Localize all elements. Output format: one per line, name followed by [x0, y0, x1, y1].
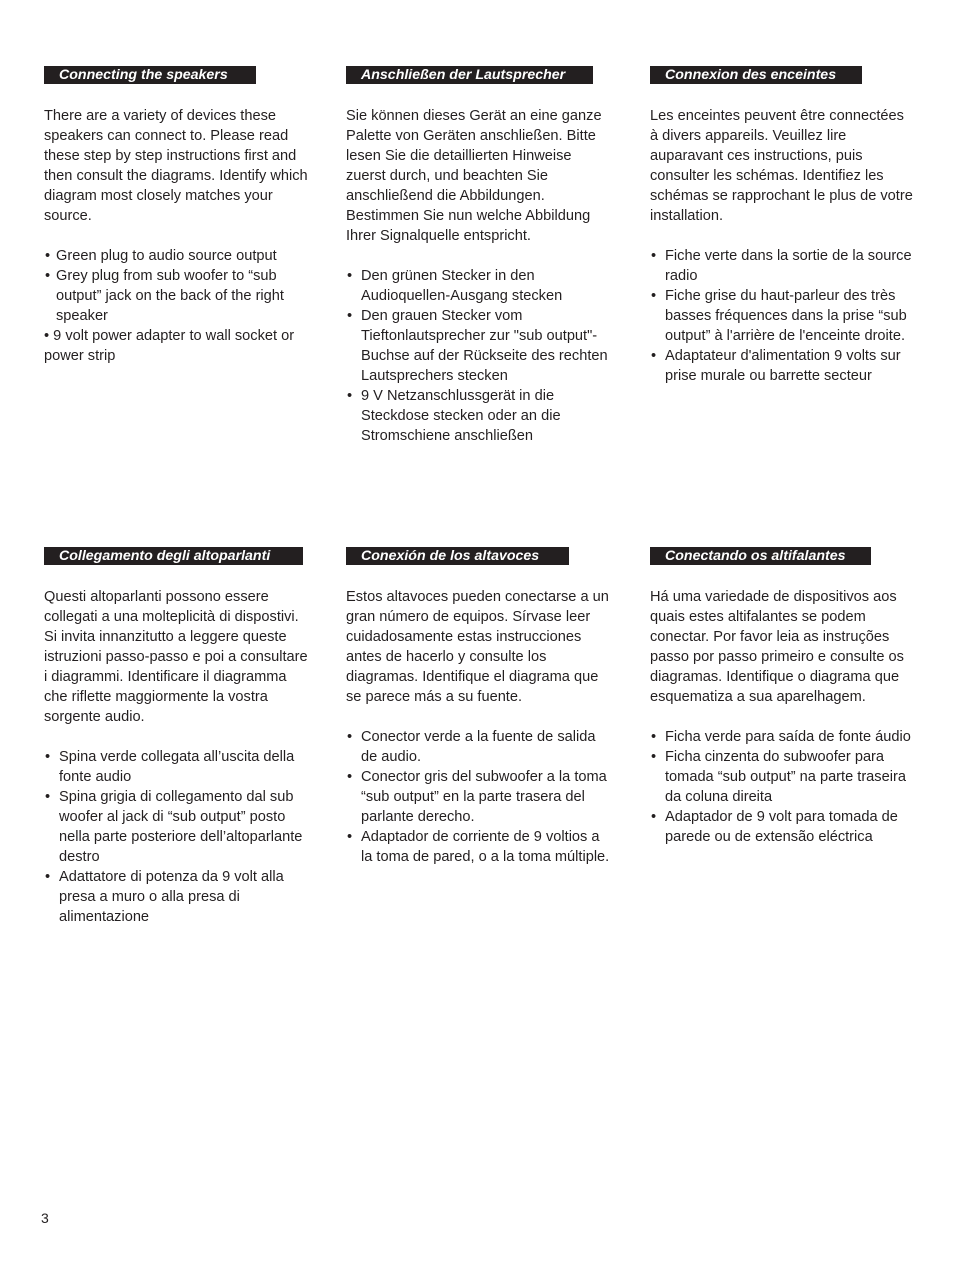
- list-item: • Adaptador de 9 volt para tomada de parede ou de extensão eléctrica: [650, 807, 918, 847]
- section-italian: [44, 547, 312, 927]
- bullet-list: [44, 246, 312, 366]
- list-item: • Conector gris del subwoofer a la toma “sub output” en la parte trasera del parlante derecho.: [346, 767, 614, 827]
- bullet-list: [346, 727, 614, 867]
- section-intro: Les enceintes peuvent être connectées à divers appareils. Veuillez lire auparavant ces instructions, puis consulter les schémas. Identifiez les schémas se rapprochant le plus de votre installation.: [650, 108, 913, 224]
- section-heading: Collegamento degli altoparlanti: [44, 547, 303, 565]
- section-heading: Conexión de los altavoces: [346, 547, 569, 565]
- list-item: • Spina verde collegata all’uscita della fonte audio: [44, 747, 312, 787]
- bullet-list: [44, 747, 312, 927]
- section-spanish: [346, 547, 614, 867]
- list-item: • Grey plug from sub woofer to “sub output” jack on the back of the right speaker: [44, 266, 312, 326]
- section-intro: Questi altoparlanti possono essere collegati a una molteplicità di dispostivi. Si invita innanzitutto a leggere queste istruzioni passo-passo e poi a consultare i diagrammi. Identificare il diagramma che riflette maggiormente la vostra sorgente audio.: [44, 589, 308, 725]
- section-heading: Conectando os altifalantes: [650, 547, 871, 565]
- list-item: • Fiche verte dans la sortie de la source radio: [650, 246, 918, 286]
- list-item: • Adaptador de corriente de 9 voltios a la toma de pared, o a la toma múltiple.: [346, 827, 614, 867]
- section-german: [346, 66, 614, 446]
- list-item: • Den grauen Stecker vom Tieftonlautsprecher zur "sub output"-Buchse auf der Rückseite des rechten Lautsprechers stecken: [346, 306, 614, 386]
- list-item: • Adaptateur d'alimentation 9 volts sur prise murale ou barrette secteur: [650, 346, 918, 386]
- list-item: • Spina grigia di collegamento dal sub woofer al jack di “sub output” posto nella parte posteriore dell’altoparlante destro: [44, 787, 312, 867]
- bullet-list: [650, 727, 918, 847]
- section-french: [650, 66, 918, 386]
- list-item: • Fiche grise du haut-parleur des très basses fréquences dans la prise “sub output” à l'arrière de l'enceinte droite.: [650, 286, 918, 346]
- list-item: • Ficha cinzenta do subwoofer para tomada “sub output” na parte traseira da coluna direita: [650, 747, 918, 807]
- section-heading: Connecting the speakers: [44, 66, 256, 84]
- list-item: • Adattatore di potenza da 9 volt alla presa a muro o alla presa di alimentazione: [44, 867, 312, 927]
- bullet-list: [346, 266, 614, 446]
- section-portuguese: [650, 547, 918, 847]
- section-intro: There are a variety of devices these speakers can connect to. Please read these step by step instructions first and then consult the diagrams. Identify which diagram most closely matches your source.: [44, 108, 308, 224]
- section-intro: Estos altavoces pueden conectarse a un gran número de equipos. Sírvase leer cuidadosamente estas instrucciones antes de hacerlo y consulte los diagramas. Identifique el diagrama que se parece más a su fuente.: [346, 589, 609, 705]
- section-intro: Sie können dieses Gerät an eine ganze Palette von Geräten anschließen. Bitte lesen Sie die detaillierten Hinweise zuerst durch, und beachten Sie anschließend die Abbildungen. Bestimmen Sie nun welche Abbildung Ihrer Signalquelle entspricht.: [346, 108, 602, 244]
- list-item: • 9 V Netzanschlussgerät in die Steckdose stecken oder an die Stromschiene anschließen: [346, 386, 614, 446]
- list-item: • 9 volt power adapter to wall socket or power strip: [44, 328, 295, 364]
- page-number: 3: [41, 1210, 49, 1226]
- list-item: • Green plug to audio source output: [44, 246, 312, 266]
- section-english: [44, 66, 312, 366]
- bullet-list: [650, 246, 918, 386]
- list-item: • Den grünen Stecker in den Audioquellen-Ausgang stecken: [346, 266, 614, 306]
- section-heading: Connexion des enceintes: [650, 66, 862, 84]
- section-heading: Anschließen der Lautsprecher: [346, 66, 593, 84]
- list-item: • Conector verde a la fuente de salida de audio.: [346, 727, 614, 767]
- section-intro: Há uma variedade de dispositivos aos quais estes altifalantes se podem conectar. Por favor leia as instruções passo por passo primeiro e consulte os diagramas. Identifique o diagrama que esquematiza a sua aparelhagem.: [650, 589, 904, 705]
- list-item: • Ficha verde para saída de fonte áudio: [650, 727, 918, 747]
